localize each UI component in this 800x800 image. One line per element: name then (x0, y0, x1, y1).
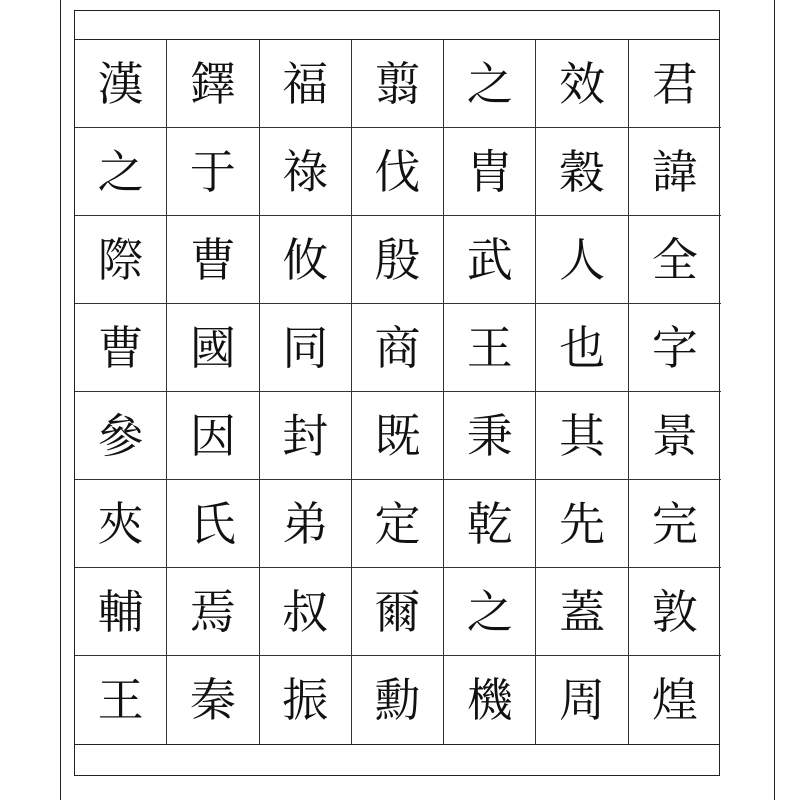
grid-cell-r7-c7: 敦 (629, 568, 721, 656)
grid-cell-r6-c6: 先 (536, 480, 628, 568)
grid-cell-r1-c2: 鐸 (167, 40, 259, 128)
grid-cell-r2-c5: 胄 (444, 128, 536, 216)
grid-cell-r7-c4: 爾 (352, 568, 444, 656)
grid-cell-r7-c2: 焉 (167, 568, 259, 656)
grid-cell-r4-c3: 同 (260, 304, 352, 392)
grid-cell-r6-c1: 夾 (75, 480, 167, 568)
top-margin-band (75, 11, 719, 40)
grid-cell-r3-c6: 人 (536, 216, 628, 304)
grid-cell-r8-c5: 機 (444, 656, 536, 744)
grid-cell-r3-c7: 全 (629, 216, 721, 304)
grid-cell-r6-c7: 完 (629, 480, 721, 568)
grid-cell-r8-c6: 周 (536, 656, 628, 744)
grid-cell-r5-c6: 其 (536, 392, 628, 480)
grid-cell-r5-c1: 參 (75, 392, 167, 480)
grid-cell-r3-c5: 武 (444, 216, 536, 304)
grid-cell-r2-c4: 伐 (352, 128, 444, 216)
grid-cell-r8-c3: 振 (260, 656, 352, 744)
grid-cell-r6-c4: 定 (352, 480, 444, 568)
grid-cell-r2-c1: 之 (75, 128, 167, 216)
bottom-margin-band (75, 744, 719, 775)
grid-cell-r4-c4: 商 (352, 304, 444, 392)
grid-cell-r6-c2: 氏 (167, 480, 259, 568)
grid-cell-r8-c7: 煌 (651, 673, 698, 727)
grid-cell-r1-c3: 福 (260, 40, 352, 128)
grid-cell-r5-c3: 封 (260, 392, 352, 480)
grid-cell-r3-c1: 際 (75, 216, 167, 304)
grid-cell-r1-c4: 翦 (352, 40, 444, 128)
grid-cell-r5-c5: 秉 (444, 392, 536, 480)
grid-cell-r5-c4: 既 (352, 392, 444, 480)
grid-cell-r8-c2: 秦 (167, 656, 259, 744)
grid-cell-r7-c3: 叔 (260, 568, 352, 656)
grid-cell-r1-c5: 之 (444, 40, 536, 128)
grid-cell-r7-c6: 蓋 (536, 568, 628, 656)
grid-cell-r2-c6: 穀 (536, 128, 628, 216)
grid-cell-r6-c5: 乾 (444, 480, 536, 568)
grid-cell-r1-c6: 效 (536, 40, 628, 128)
character-grid (75, 40, 721, 744)
grid-cell-r3-c4: 殷 (352, 216, 444, 304)
grid-cell-r5-c7: 景 (629, 392, 721, 480)
grid-cell-r2-c3: 祿 (260, 128, 352, 216)
grid-cell-r2-c2: 于 (167, 128, 259, 216)
grid-cell-r4-c5: 王 (444, 304, 536, 392)
grid-cell-r7-c5: 之 (444, 568, 536, 656)
grid-cell-r1-c1: 漢 (75, 40, 167, 128)
grid-cell-r8-c4: 勳 (352, 656, 444, 744)
grid-cell-r3-c3: 攸 (260, 216, 352, 304)
grid-cell-r4-c1: 曹 (75, 304, 167, 392)
calligraphy-practice-frame (74, 10, 720, 776)
grid-cell-r3-c2: 曹 (167, 216, 259, 304)
grid-cell-r7-c1: 輔 (75, 568, 167, 656)
grid-cell-r1-c7: 君 (629, 40, 721, 128)
grid-cell-r4-c6: 也 (536, 304, 628, 392)
grid-cell-r5-c2: 因 (167, 392, 259, 480)
grid-cell-r4-c7: 字 (629, 304, 721, 392)
grid-cell-r4-c2: 國 (167, 304, 259, 392)
grid-cell-r8-c1: 王 (75, 656, 167, 744)
grid-cell-r2-c7: 諱 (629, 128, 721, 216)
grid-cell-r6-c3: 弟 (260, 480, 352, 568)
